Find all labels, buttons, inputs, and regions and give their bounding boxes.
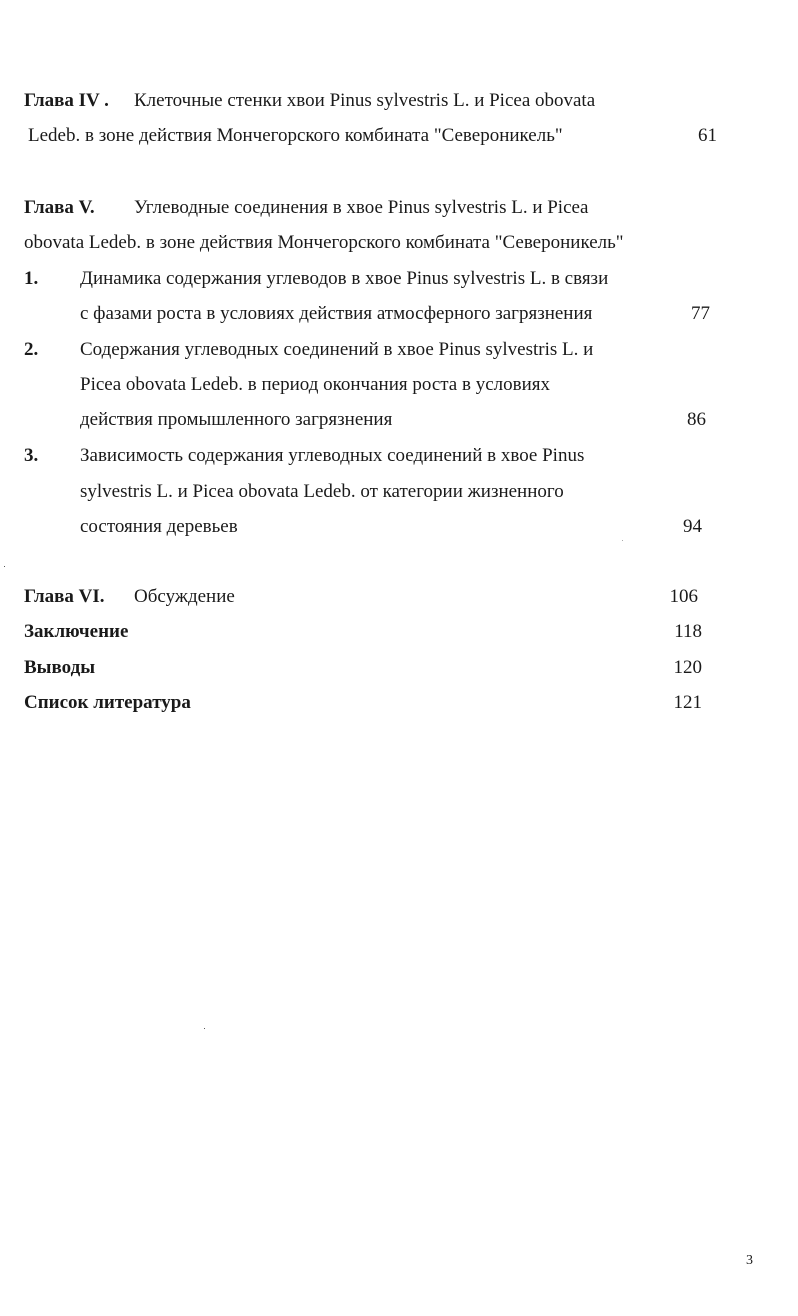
toc-ch6-page: 106: [669, 586, 698, 607]
scan-speck: [204, 1028, 205, 1029]
scan-speck: [4, 566, 5, 567]
toc-conclusion-page: 118: [674, 621, 702, 642]
toc-ch5-title-line1: Углеводные соединения в хвое Pinus sylvestris L. и Picea: [134, 197, 589, 218]
toc-findings-label: Выводы: [24, 657, 96, 678]
toc-ch5-line1: [24, 196, 589, 220]
toc-ch5-item1-num: 1.: [24, 268, 39, 289]
toc-ch5-item3-line1: Зависимость содержания углеводных соединений в хвое Pinus: [80, 445, 585, 466]
toc-ch5-item3-line2: sylvestris L. и Picea obovata Ledeb. от категории жизненного: [80, 481, 564, 502]
toc-ch4-title-line1: Клеточные стенки хвои Pinus sylvestris L. и Picea obovata: [134, 90, 596, 111]
toc-ch5-item1-line2: с фазами роста в условиях действия атмосферного загрязнения: [80, 303, 593, 324]
toc-ch5-item3-line3: состояния деревьев: [80, 516, 238, 537]
toc-ch6-label: Глава VI.: [24, 586, 105, 607]
scan-speck: [622, 540, 623, 541]
toc-ch5-item1-line1: Динамика содержания углеводов в хвое Pinus sylvestris L. в связи: [80, 268, 609, 289]
toc-ch5-item3-num: 3.: [24, 445, 39, 466]
toc-ch5-item2-page: 86: [687, 409, 706, 430]
toc-ch5-item3-page: 94: [683, 516, 702, 537]
toc-ch4-page: 61: [698, 125, 717, 146]
toc-ch4-title-line2: Ledeb. в зоне действия Мончегорского комбината "Североникель": [28, 125, 563, 146]
toc-ch5-item2-line1: Содержания углеводных соединений в хвое Pinus sylvestris L. и: [80, 339, 594, 360]
toc-ch5-title-line2: obovata Ledeb. в зоне действия Мончегорского комбината "Североникель": [24, 232, 624, 253]
toc-references-page: 121: [673, 692, 702, 713]
toc-ch4-line1: [24, 89, 596, 113]
toc-ch4-label: Глава IV .: [24, 90, 109, 111]
toc-ch6-title: Обсуждение: [134, 586, 235, 607]
toc-references-label: Список литература: [24, 692, 191, 713]
toc-conclusion-label: Заключение: [24, 621, 129, 642]
toc-ch5-item2-num: 2.: [24, 339, 39, 360]
toc-findings-page: 120: [673, 657, 702, 678]
toc-ch5-item2-line2: Picea obovata Ledeb. в период окончания роста в условиях: [80, 374, 551, 395]
toc-ch5-item1-page: 77: [691, 303, 710, 324]
toc-ch6-line: [24, 585, 235, 609]
page-number: 3: [746, 1253, 753, 1268]
toc-ch5-label: Глава V.: [24, 197, 95, 218]
toc-ch5-item2-line3: действия промышленного загрязнения: [80, 409, 393, 430]
